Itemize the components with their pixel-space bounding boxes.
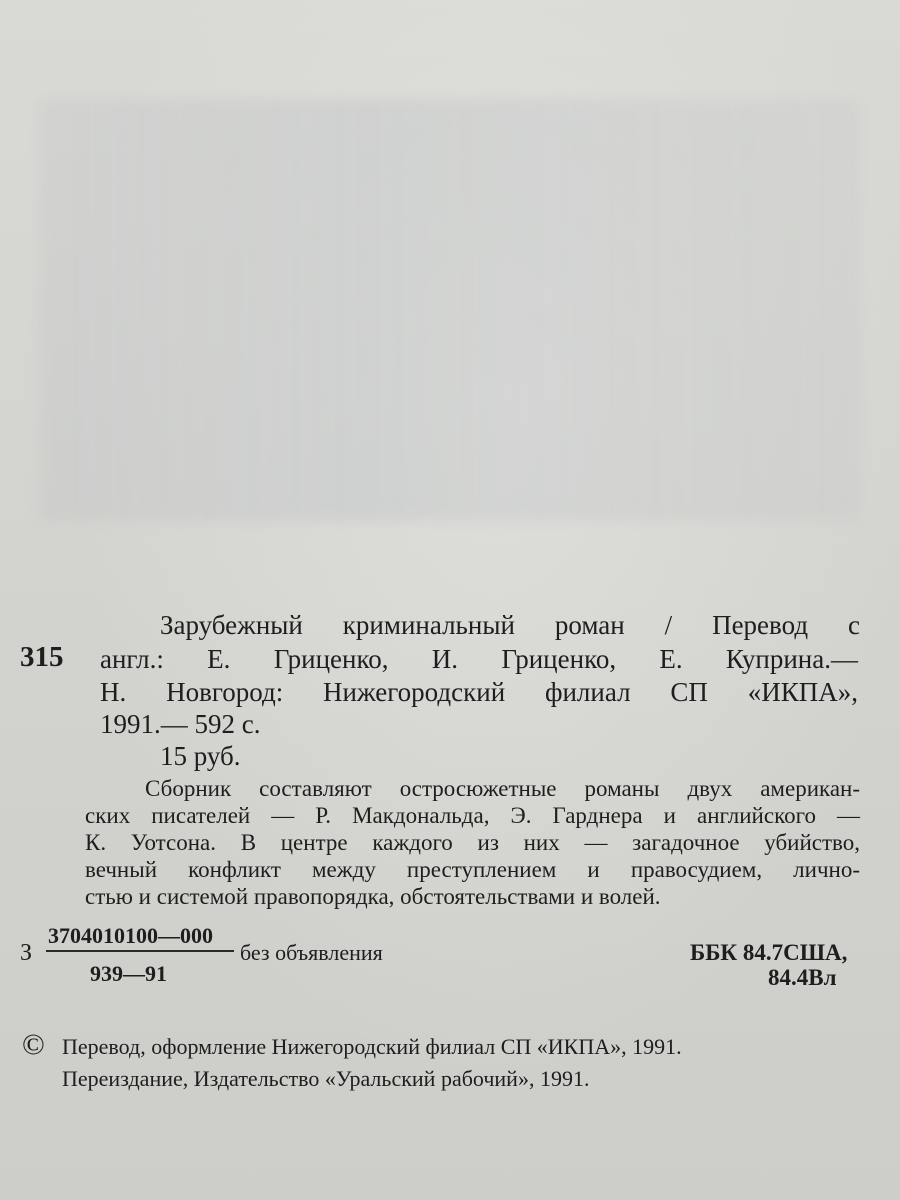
- copyright-line-1: Перевод, оформление Нижегородский филиал СП «ИКПА», 1991.: [62, 1034, 682, 1059]
- code-denominator: 939—91: [90, 961, 167, 986]
- bbk-code-line-1: ББК 84.7США,: [690, 940, 848, 965]
- catalog-title-line: Зарубежный криминальный роман / Перевод с: [160, 610, 860, 640]
- copyright-symbol: ©: [22, 1028, 45, 1061]
- catalog-year-pages-line: 1991.— 592 с.: [100, 709, 261, 739]
- code-fraction-bar: [46, 950, 234, 952]
- catalog-price: 15 руб.: [160, 741, 241, 771]
- code-numerator: 3704010100—000: [48, 923, 213, 948]
- catalog-index-number: 315: [20, 641, 64, 673]
- catalog-publisher-line: Н. Новгород: Нижегородский филиал СП «ИКПА»,: [100, 677, 858, 707]
- annotation-line-2: ских писателей — Р. Макдональда, Э. Гарднера и английского —: [85, 803, 860, 828]
- bbk-code-line-2: 84.4Вл: [768, 965, 837, 990]
- copyright-line-2: Переиздание, Издательство «Уральский рабочий», 1991.: [62, 1066, 590, 1091]
- show-through-print: [40, 100, 860, 520]
- code-prefix: З: [20, 940, 33, 966]
- catalog-translators-line: англ.: Е. Гриценко, И. Гриценко, Е. Куприна.—: [100, 644, 858, 674]
- annotation-line-5: стью и системой правопорядка, обстоятельствами и волей.: [85, 884, 661, 909]
- code-note: без объявления: [240, 940, 383, 965]
- annotation-line-3: К. Уотсона. В центре каждого из них — загадочное убийство,: [85, 830, 860, 855]
- annotation-line-4: вечный конфликт между преступлением и правосудием, лично-: [85, 857, 860, 882]
- annotation-line-1: Сборник составляют остросюжетные романы двух американ-: [145, 776, 860, 801]
